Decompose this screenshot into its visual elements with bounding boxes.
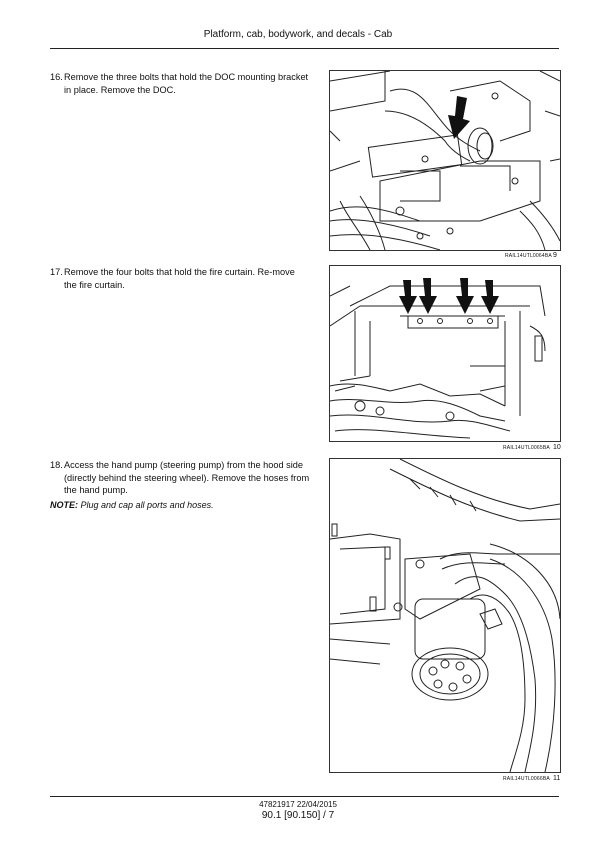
figure-11-number: 11 — [553, 775, 561, 782]
step-number: 18. — [50, 460, 63, 470]
footer-page-ref: 90.1 [90.150] / 7 — [261, 810, 335, 821]
figure-10-fire-curtain — [329, 265, 561, 442]
note-label: NOTE: — [50, 500, 78, 510]
step-text: Remove the four bolts that hold the fire curtain. Re-move the fire curtain. — [64, 267, 295, 290]
footer-rule — [50, 796, 559, 797]
figure-10-number: 10 — [553, 444, 561, 451]
step-16 — [50, 71, 310, 96]
header-rule — [50, 48, 559, 49]
figure-9-doc-bracket — [329, 70, 561, 251]
step-text: Remove the three bolts that hold the DOC mounting bracket in place. Remove the DOC. — [64, 72, 309, 95]
figure-10-code: RAIL14UTL0065BA — [503, 445, 550, 451]
figure-11-hand-pump — [329, 458, 561, 773]
page-header-title: Platform, cab, bodywork, and decals - Cab — [203, 29, 393, 40]
step-text: Access the hand pump (steering pump) from the hood side (directly behind the steering wheel). Remove the hoses from the hand pump. — [64, 460, 310, 495]
fire-curtain-illustration — [330, 266, 560, 441]
note-text: Plug and cap all ports and hoses. — [80, 500, 214, 510]
note — [50, 500, 214, 510]
figure-11-code: RAIL14UTL0066BA — [503, 776, 550, 782]
step-18 — [50, 459, 310, 497]
doc-bracket-illustration — [330, 71, 560, 250]
step-number: 16. — [50, 72, 63, 82]
step-17 — [50, 266, 310, 291]
footer-doc-date: 47821917 22/04/2015 — [259, 800, 337, 809]
hand-pump-illustration — [330, 459, 560, 772]
figure-9-code: RAIL14UTL0064BA — [505, 253, 552, 259]
step-number: 17. — [50, 267, 63, 277]
figure-9-number: 9 — [553, 252, 557, 259]
